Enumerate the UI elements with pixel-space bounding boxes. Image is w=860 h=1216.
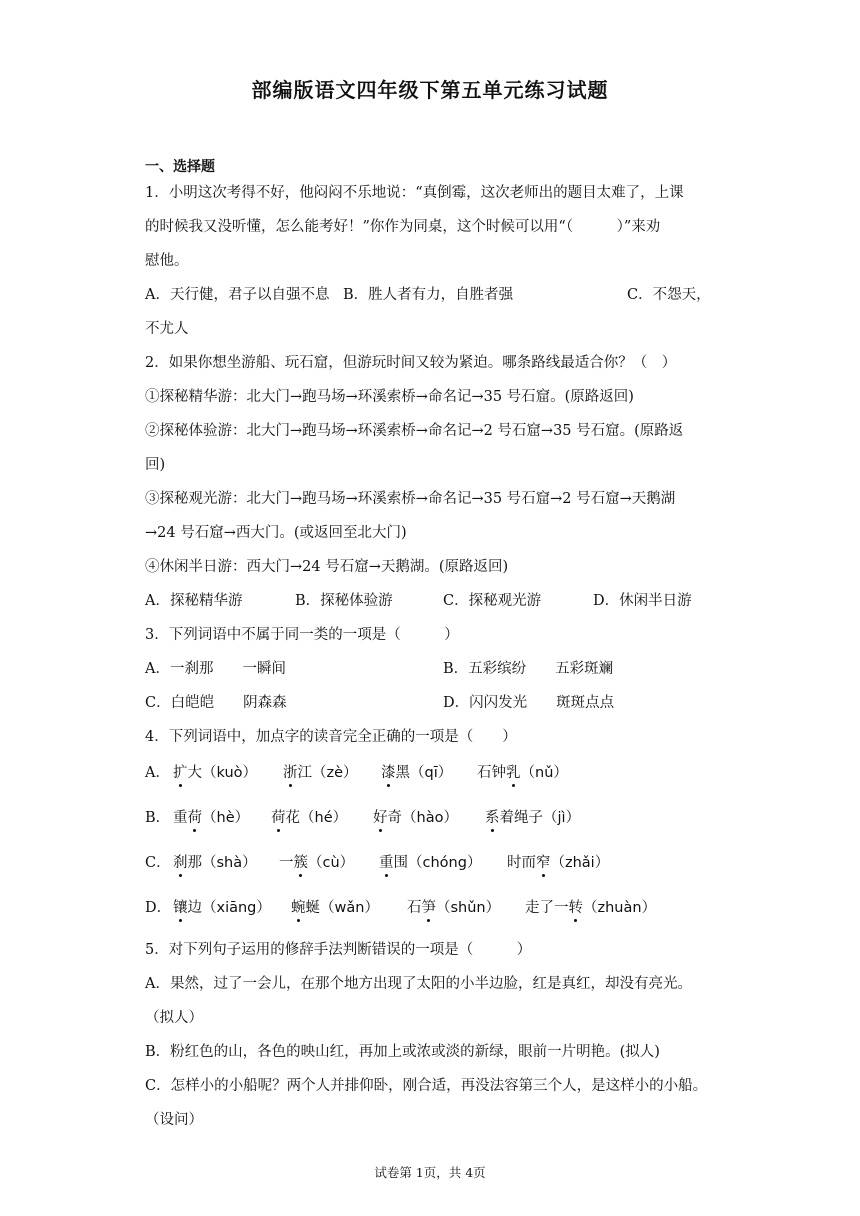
word-3: 漆黑（qī） [381, 765, 453, 781]
q4-stem: 4．下列词语中，加点字的读音完全正确的一项是（ ） [145, 729, 517, 745]
q1-stem-line-3: 慰他。 [145, 253, 189, 269]
q5-option-a[interactable]: A．果然，过了一会儿，在那个地方出现了太阳的小半边脸，红是真红，却没有亮光。 [145, 976, 692, 992]
dotted-char: 簇 [293, 855, 308, 871]
word-2: 浙江（zè） [283, 765, 358, 781]
q2-stem: 2．如果你想坐游船、玩石窟，但游玩时间又较为紧迫。哪条路线最适合你？（ ） [145, 355, 677, 371]
q2-route-1: ①探秘精华游：北大门→跑马场→环溪索桥→命名记→35 号石窟。(原路返回) [145, 389, 634, 405]
dotted-char: 蜿 [291, 900, 306, 916]
dotted-char: 系 [485, 810, 500, 826]
pinyin: shà [216, 855, 243, 871]
page-footer: 试卷第 1页，共 4页 [374, 1165, 486, 1180]
section-heading: 一、选择题 [145, 159, 215, 175]
dotted-char: 乳 [506, 765, 521, 781]
dotted-char: 浙 [283, 765, 298, 781]
q2-route-2-continued: 回) [145, 457, 166, 473]
dotted-char: 重 [379, 855, 394, 871]
q2-route-3: ③探秘观光游：北大门→跑马场→环溪索桥→命名记→35 号石窟→2 号石窟→天鹅湖 [145, 491, 676, 507]
word-1: 镶边（xiāng） [173, 900, 271, 916]
pinyin: zè [326, 765, 344, 781]
dotted-char: 荷 [187, 810, 202, 826]
q2-route-3-continued: →24 号石窟→西大门。(或返回至北大门) [145, 525, 407, 541]
option-label: D． [145, 900, 172, 916]
dotted-char: 镶 [173, 900, 188, 916]
word-3: 石笋（shǔn） [407, 900, 501, 916]
q2-option-c[interactable]: C．探秘观光游 [443, 593, 542, 609]
word-2: 荷花（hé） [271, 810, 348, 826]
q5-stem: 5．对下列句子运用的修辞手法判断错误的一项是（ ） [145, 942, 532, 958]
word-4: 时而窄（zhǎi） [507, 855, 610, 871]
dotted-char: 扩 [173, 765, 188, 781]
word-1: 刹那（shà） [173, 855, 257, 871]
q1-option-b[interactable]: B．胜人者有力，自胜者强 [343, 287, 514, 303]
pinyin: hào [416, 810, 444, 826]
pinyin: hè [216, 810, 235, 826]
pinyin: hé [314, 810, 333, 826]
q2-option-d[interactable]: D．休闲半日游 [593, 593, 692, 609]
option-label: C． [145, 855, 171, 871]
q1-option-c[interactable]: C．不怨天， [627, 287, 711, 303]
q2-route-4: ④休闲半日游：西大门→24 号石窟→天鹅湖。(原路返回) [145, 559, 509, 575]
pinyin: nǔ [535, 765, 554, 781]
word-4: 石钟乳（nǔ） [477, 765, 568, 781]
word-3: 重围（chóng） [379, 855, 482, 871]
pinyin: wǎn [334, 900, 365, 916]
q2-route-2: ②探秘体验游：北大门→跑马场→环溪索桥→命名记→2 号石窟→35 号石窟。(原路返 [145, 423, 684, 439]
q3-option-c[interactable]: C．白皑皑 阴森森 [145, 695, 287, 711]
option-label: A． [145, 765, 170, 781]
dotted-char: 漆 [381, 765, 396, 781]
q2-option-a[interactable]: A．探秘精华游 [145, 593, 243, 609]
q3-option-b[interactable]: B．五彩缤纷 五彩斑斓 [443, 661, 614, 677]
pinyin: zhǎi [565, 855, 595, 871]
q2-option-b[interactable]: B．探秘体验游 [295, 593, 393, 609]
q5-option-c-continued: （设问） [145, 1112, 203, 1128]
dotted-char: 窄 [536, 855, 551, 871]
pinyin: xiāng [216, 900, 257, 916]
pinyin: kuò [216, 765, 243, 781]
pinyin: jì [557, 810, 566, 826]
q3-stem: 3．下列词语中不属于同一类的一项是（ ） [145, 627, 459, 643]
dotted-char: 转 [568, 900, 583, 916]
q1-option-a[interactable]: A．天行健，君子以自强不息 [145, 287, 330, 303]
word-4: 系着绳子（jì） [485, 810, 581, 826]
word-1: 重荷（hè） [173, 810, 250, 826]
dotted-char: 荷 [271, 810, 286, 826]
word-2: 一簇（cù） [279, 855, 355, 871]
q1-stem-line-2: 的时候我又没听懂，怎么能考好！”你作为同桌，这个时候可以用“（ ）”来劝 [145, 219, 661, 235]
q5-option-b[interactable]: B．粉红色的山，各色的映山红，再加上或浓或淡的新绿，眼前一片明艳。(拟人) [145, 1044, 660, 1060]
dotted-char: 笋 [421, 900, 436, 916]
pinyin: shǔn [450, 900, 486, 916]
q1-option-c-continued: 不尤人 [145, 321, 189, 337]
dotted-char: 好 [373, 810, 388, 826]
pinyin: chóng [422, 855, 467, 871]
word-1: 扩大（kuò） [173, 765, 258, 781]
word-2: 蜿蜒（wǎn） [291, 900, 379, 916]
word-3: 好奇（hào） [373, 810, 458, 826]
q5-option-a-continued: （拟人） [145, 1010, 203, 1026]
q3-option-d[interactable]: D．闪闪发光 斑斑点点 [443, 695, 615, 711]
page-title: 部编版语文四年级下第五单元练习试题 [251, 78, 609, 102]
pinyin: zhuàn [597, 900, 642, 916]
q3-option-a[interactable]: A．一刹那 一瞬间 [145, 661, 286, 677]
pinyin: cù [322, 855, 340, 871]
dotted-char: 刹 [173, 855, 188, 871]
q5-option-c[interactable]: C．怎样小的小船呢？两个人并排仰卧，刚合适，再没法容第三个人，是这样小的小船。 [145, 1078, 708, 1094]
option-label: B． [145, 810, 171, 826]
word-4: 走了一转（zhuàn） [525, 900, 657, 916]
pinyin: qī [424, 765, 438, 781]
q1-stem-line-1: 1．小明这次考得不好，他闷闷不乐地说：“真倒霉，这次老师出的题目太难了，上课 [145, 185, 684, 201]
